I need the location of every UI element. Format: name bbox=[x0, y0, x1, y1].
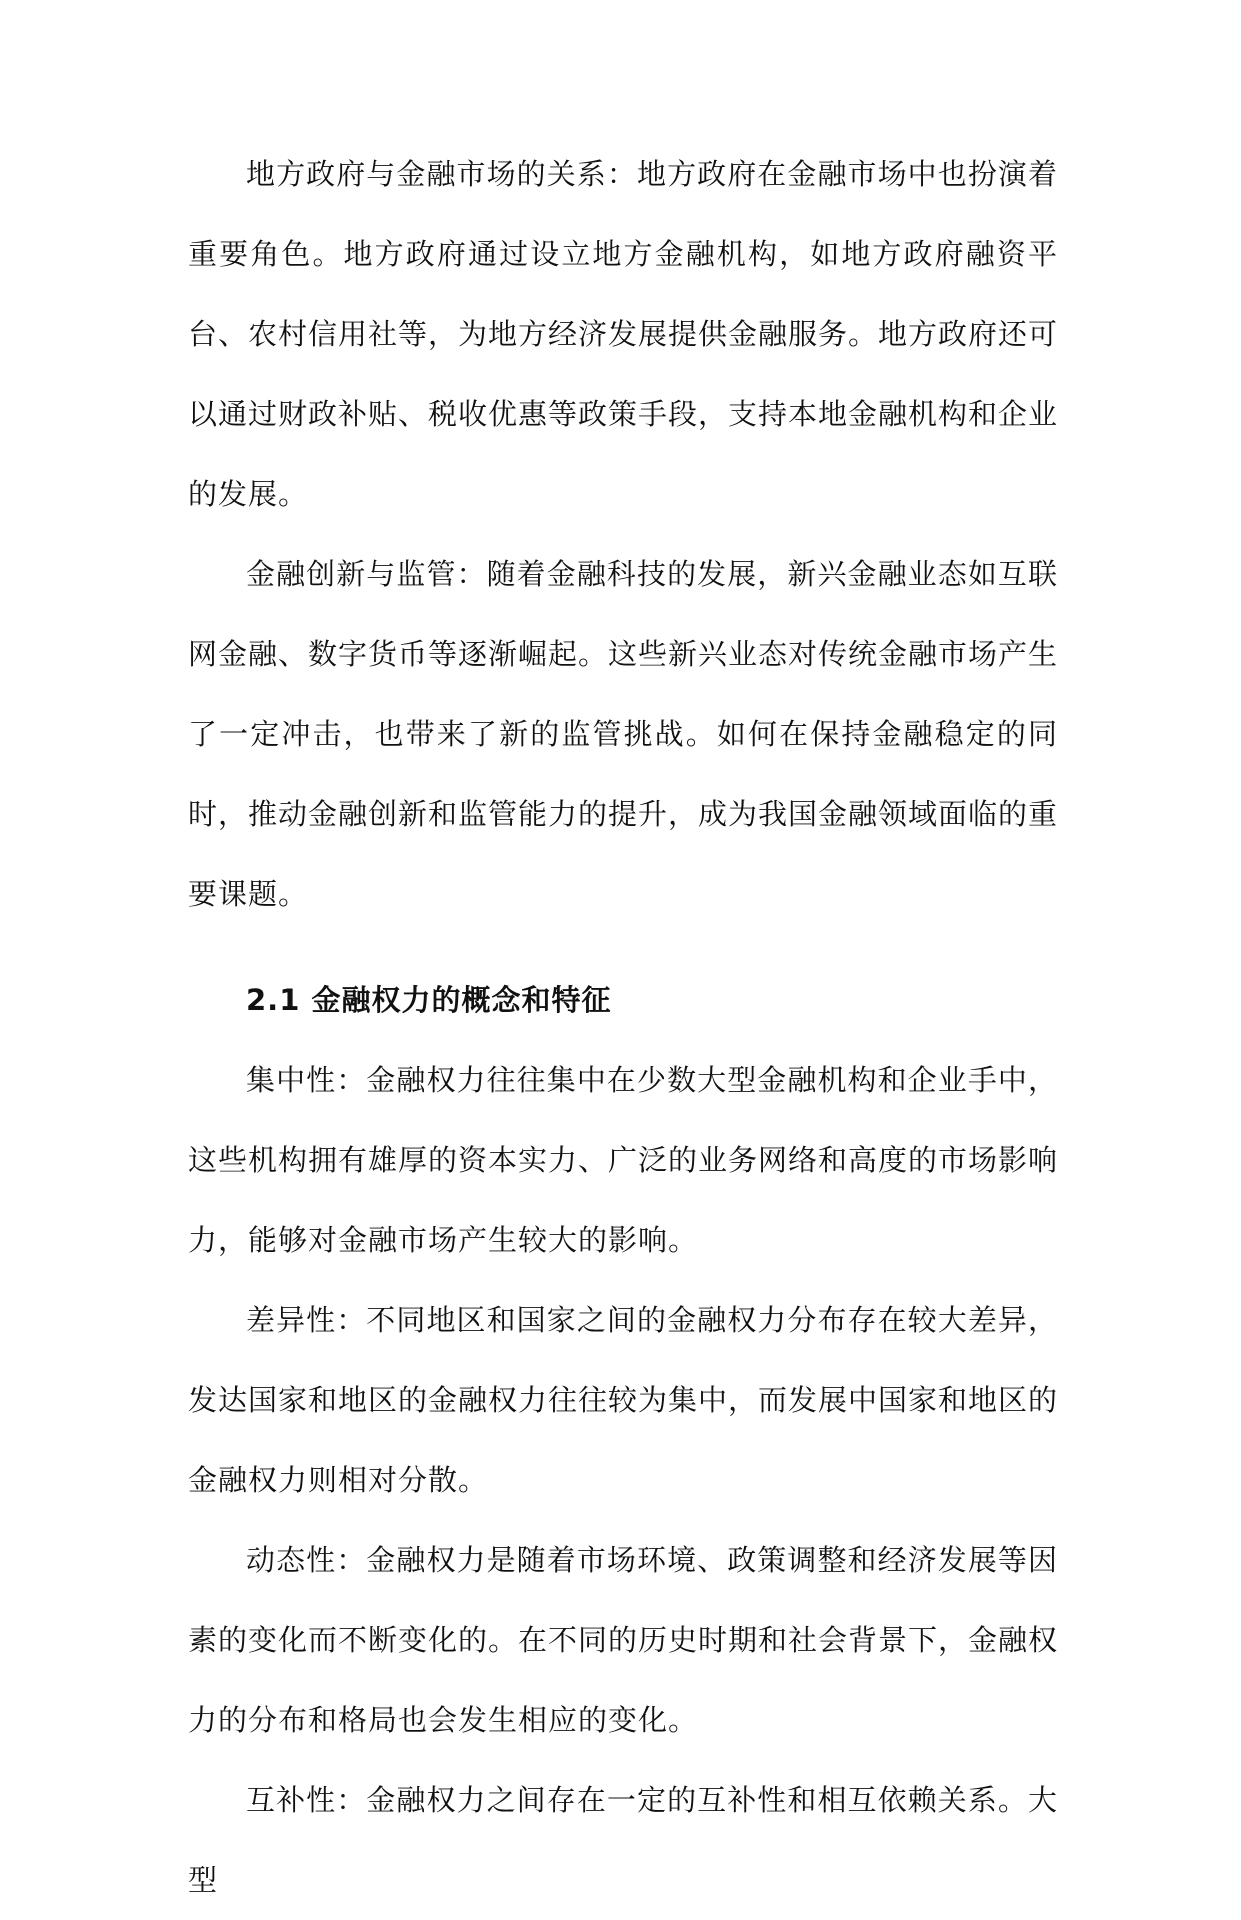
paragraph-complementary: 互补性：金融权力之间存在一定的互补性和相互依赖关系。大型 bbox=[188, 1783, 1058, 1897]
paragraph-local-government: 地方政府与金融市场的关系：地方政府在金融市场中也扮演着重要角色。地方政府通过设立地方金融机构，如地方政府融资平台、农村信用社等，为地方经济发展提供金融服务。地方政府还可以通过财政补贴、税收优惠等政策手段，支持本地金融机构和企业的发展。 bbox=[188, 157, 1059, 511]
section-heading: 2.1 金融权力的概念和特征 bbox=[246, 983, 612, 1017]
paragraph-financial-innovation: 金融创新与监管：随着金融科技的发展，新兴金融业态如互联网金融、数字货币等逐渐崛起。这些新兴业态对传统金融市场产生了一定冲击，也带来了新的监管挑战。如何在保持金融稳定的同时，推动金融创新和监管能力的提升，成为我国金融领域面临的重要课题。 bbox=[188, 557, 1059, 911]
document-body bbox=[188, 134, 1058, 1920]
paragraph-dynamic: 动态性：金融权力是随着市场环境、政策调整和经济发展等因素的变化而不断变化的。在不同的历史时期和社会背景下，金融权力的分布和格局也会发生相应的变化。 bbox=[188, 1543, 1059, 1737]
paragraph-difference: 差异性：不同地区和国家之间的金融权力分布存在较大差异，发达国家和地区的金融权力往往较为集中，而发展中国家和地区的金融权力则相对分散。 bbox=[188, 1303, 1059, 1497]
paragraph-concentration: 集中性：金融权力往往集中在少数大型金融机构和企业手中，这些机构拥有雄厚的资本实力、广泛的业务网络和高度的市场影响力，能够对金融市场产生较大的影响。 bbox=[188, 1063, 1059, 1257]
